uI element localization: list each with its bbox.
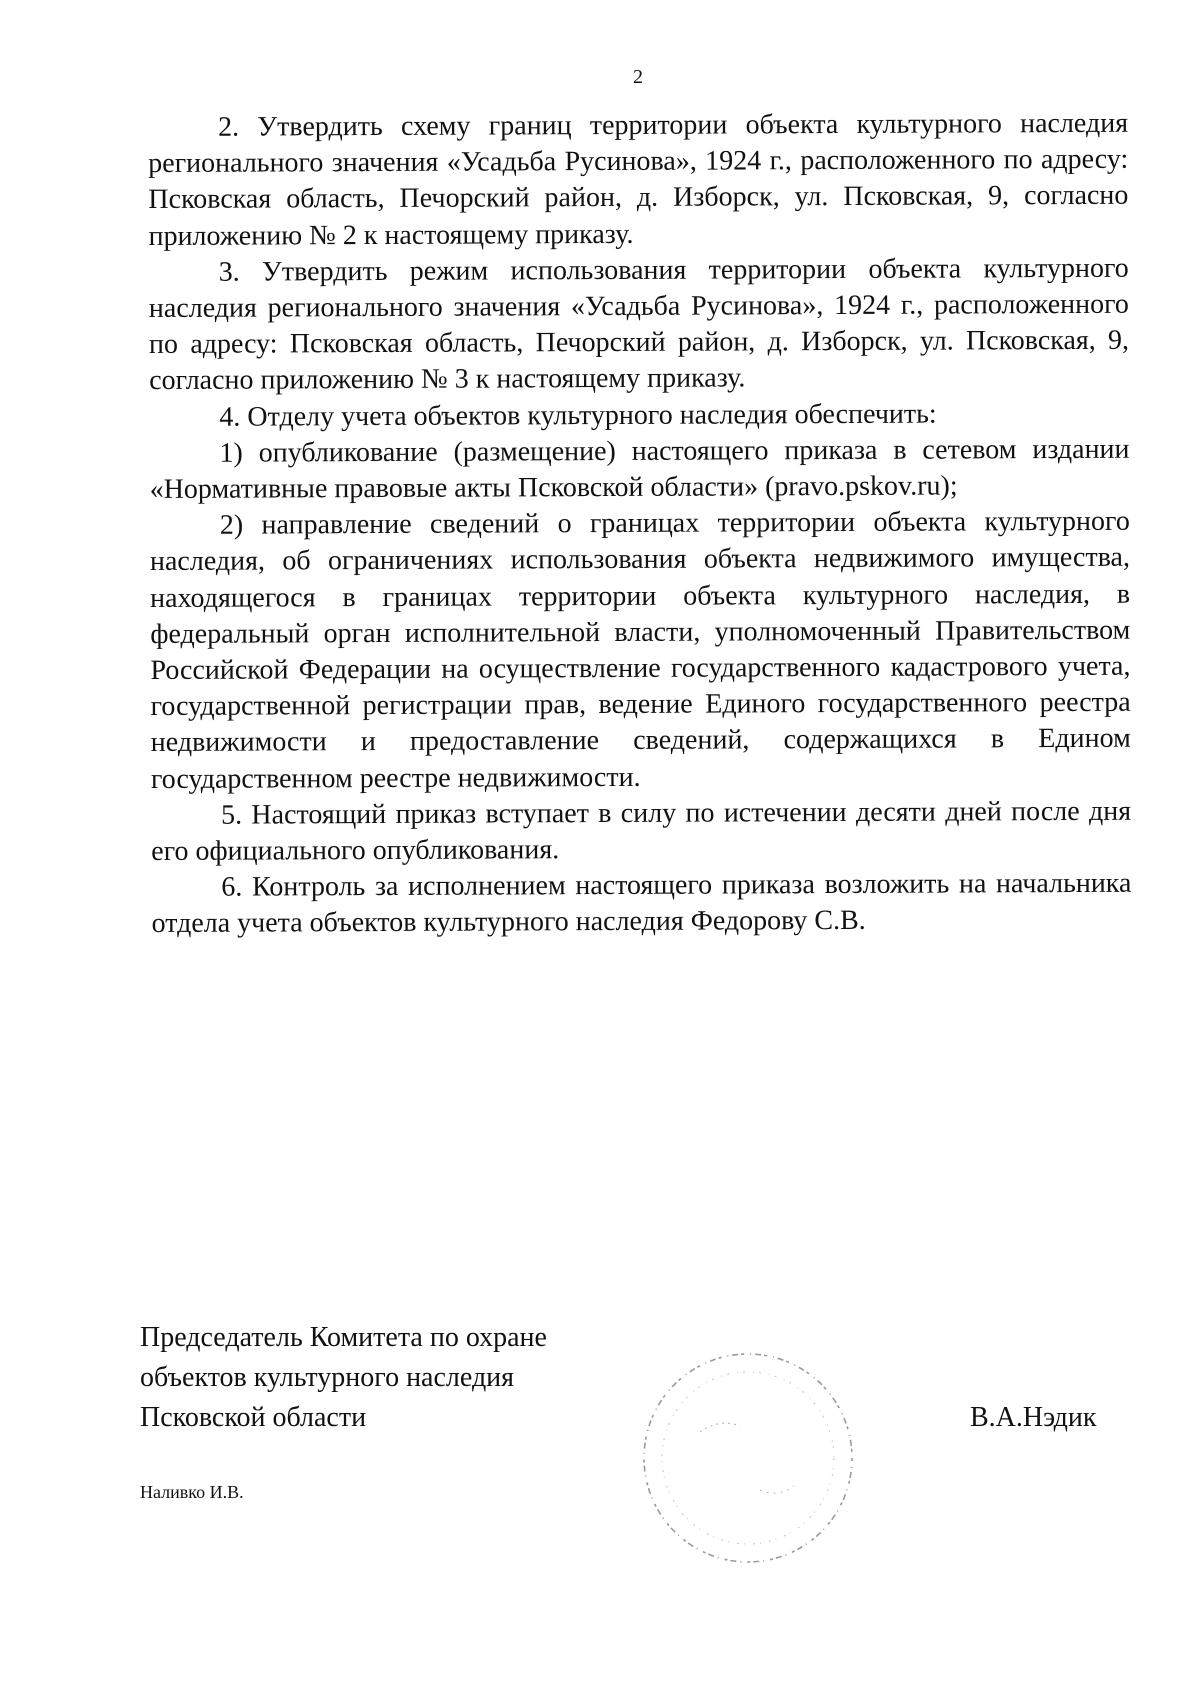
signatory-name: В.А.Нэдик [970, 1402, 1097, 1433]
paragraph-subitem-2: 2) направление сведений о границах территории объекта культурного наследия, об ограничениях использования объекта недвижимого имущества, находящегося в границах территории объекта культурного наследия, в федеральный орган исполнительной власти, уполномоченный Правительством Российской Федерации на осуществление государственного кадастрового учета, государственной регистрации прав, ведение Единого государственного реестра недвижимости и предоставление сведений, содержащихся в Едином государственном реестре недвижимости. [149, 505, 1131, 795]
official-seal-icon [630, 1340, 866, 1576]
signatory-position-line: Председатель Комитета по охране [140, 1322, 547, 1353]
signatory-position [140, 1318, 547, 1438]
signatory-position-line: объектов культурного наследия [140, 1362, 515, 1393]
paragraph-item-5: 5. Настоящий приказ вступает в силу по истечении десяти дней после дня его официального опубликования. [151, 795, 1132, 868]
paragraph-item-4: 4. Отделу учета объектов культурного наследия обеспечить: [219, 398, 937, 433]
page-number: 2 [633, 66, 643, 88]
paragraph-item-2: 2. Утвердить схему границ территории объекта культурного наследия регионального значения «Усадьба Русинова», 1924 г., расположенного по адресу: Псковская область, Печорский район, д. Изборск, ул. Псковская, 9, согласно приложению № 2 к настоящему приказу. [148, 107, 1129, 252]
document-body [148, 106, 1132, 943]
signatory-position-line: Псковской области [140, 1402, 367, 1433]
paragraph-item-6: 6. Контроль за исполнением настоящего приказа возложить на начальника отдела учета объектов культурного наследия Федорову С.В. [151, 867, 1132, 940]
executor-name: Наливко И.В. [140, 1482, 244, 1502]
paragraph-item-3: 3. Утвердить режим использования территории объекта культурного наследия регионального значения «Усадьба Русинова», 1924 г., расположенного по адресу: Псковская область, Печорский район, д. Изборск, ул. Псковская, 9, согласно приложению № 3 к настоящему приказу. [148, 252, 1130, 397]
paragraph-subitem-1: 1) опубликование (размещение) настоящего приказа в сетевом издании «Нормативные правовые акты Псковской области» (pravo.pskov.ru); [149, 433, 1130, 506]
